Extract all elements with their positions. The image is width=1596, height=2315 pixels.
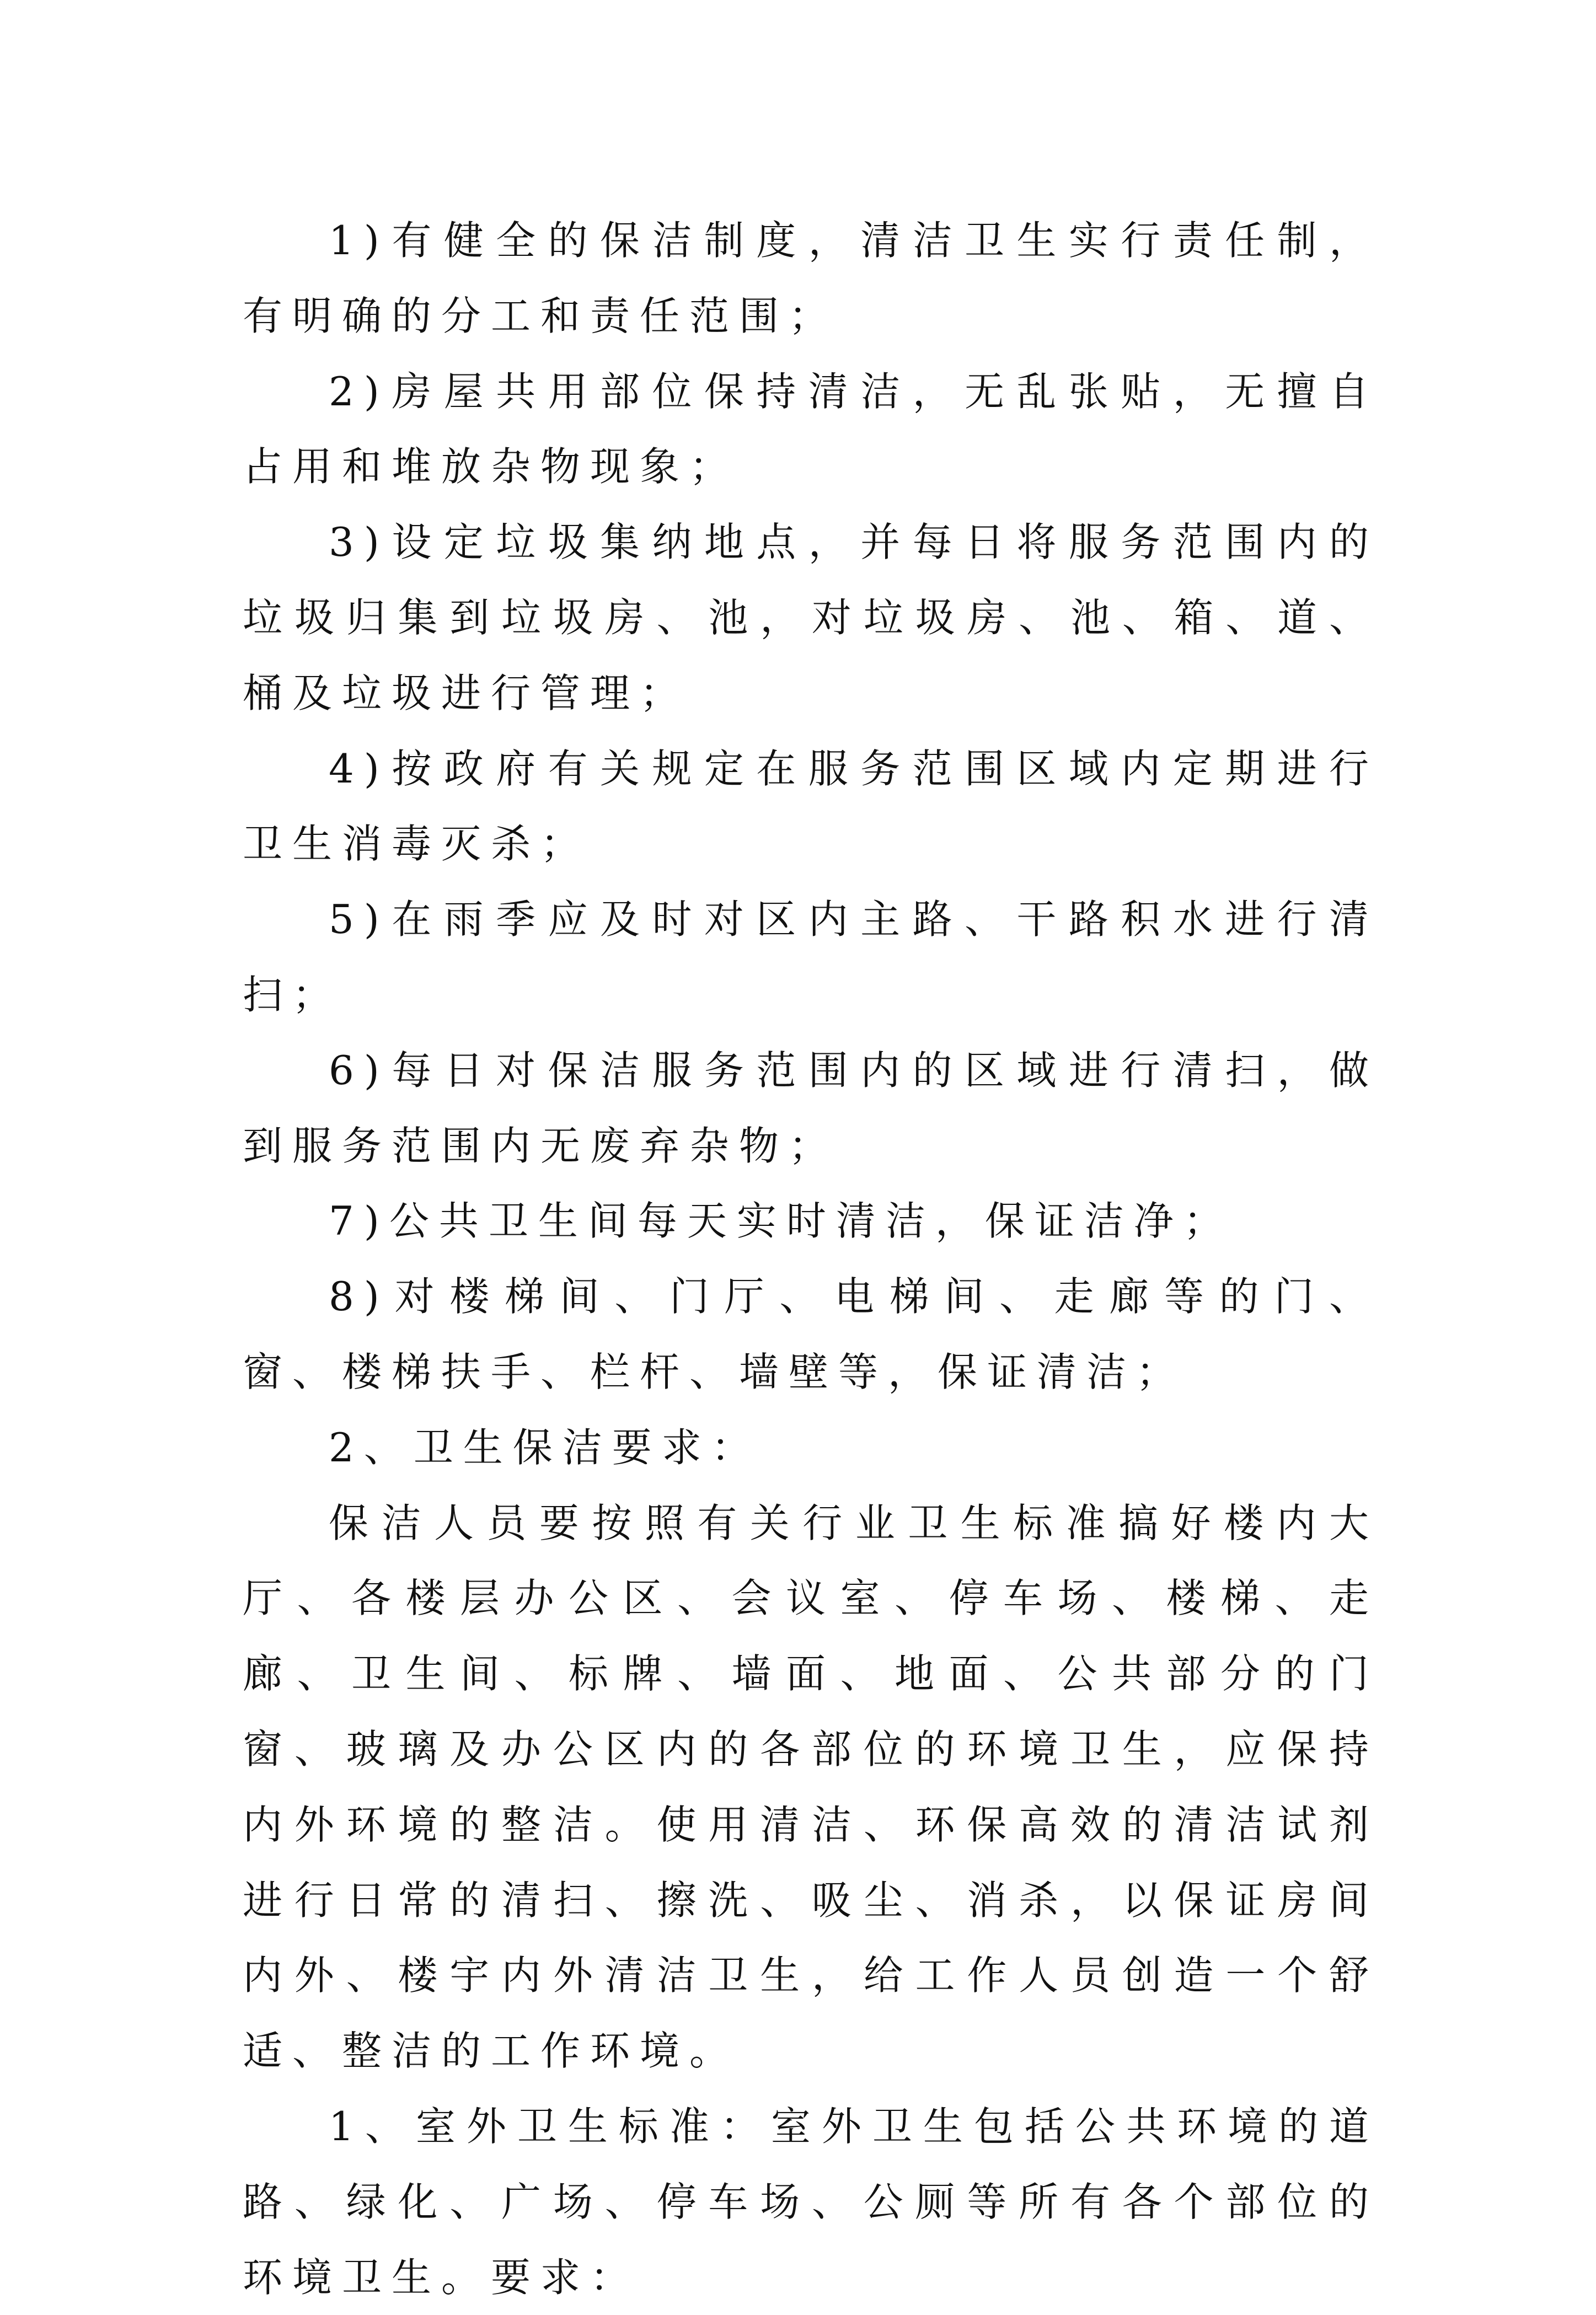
paragraph-item-4: 4)按政府有关规定在服务范围区域内定期进行卫生消毒灭杀； <box>243 745 1379 867</box>
paragraph-item-5: 5)在雨季应及时对区内主路、干路积水进行清扫； <box>243 896 1379 1018</box>
paragraph-item-2: 2)房屋共用部位保持清洁，无乱张贴，无擅自占用和堆放杂物现象； <box>243 368 1379 490</box>
paragraph-item-8: 8)对楼梯间、门厅、电梯间、走廊等的门、窗、楼梯扶手、栏杆、墙壁等，保证清洁； <box>243 1273 1379 1395</box>
paragraph-item-6: 6)每日对保洁服务范围内的区域进行清扫，做到服务范围内无废弃杂物； <box>243 1047 1379 1169</box>
paragraph-item-1: 1)有健全的保洁制度，清洁卫生实行责任制，有明确的分工和责任范围； <box>243 217 1379 339</box>
document-body <box>243 203 1379 2315</box>
paragraph-item-3: 3)设定垃圾集纳地点，并每日将服务范围内的垃圾归集到垃圾房、池，对垃圾房、池、箱、道、桶及垃圾进行管理； <box>243 519 1379 716</box>
paragraph-outdoor-standards: 1、室外卫生标准：室外卫生包括公共环境的道路、绿化、广场、停车场、公厕等所有各个部位的环境卫生。要求： <box>243 2103 1379 2301</box>
section-heading-cleaning-requirements: 2、卫生保洁要求： <box>329 1424 761 1471</box>
paragraph-cleaning-requirements: 保洁人员要按照有关行业卫生标准搞好楼内大厅、各楼层办公区、会议室、停车场、楼梯、走廊、卫生间、标牌、墙面、地面、公共部分的门窗、玻璃及办公区内的各部位的环境卫生，应保持内外环境的整洁。使用清洁、环保高效的清洁试剂进行日常的清扫、擦洗、吸尘、消杀，以保证房间内外、楼宇内外清洁卫生，给工作人员创造一个舒适、整洁的工作环境。 <box>243 1499 1379 2075</box>
paragraph-item-7: 7)公共卫生间每天实时清洁，保证洁净； <box>329 1198 1233 1245</box>
